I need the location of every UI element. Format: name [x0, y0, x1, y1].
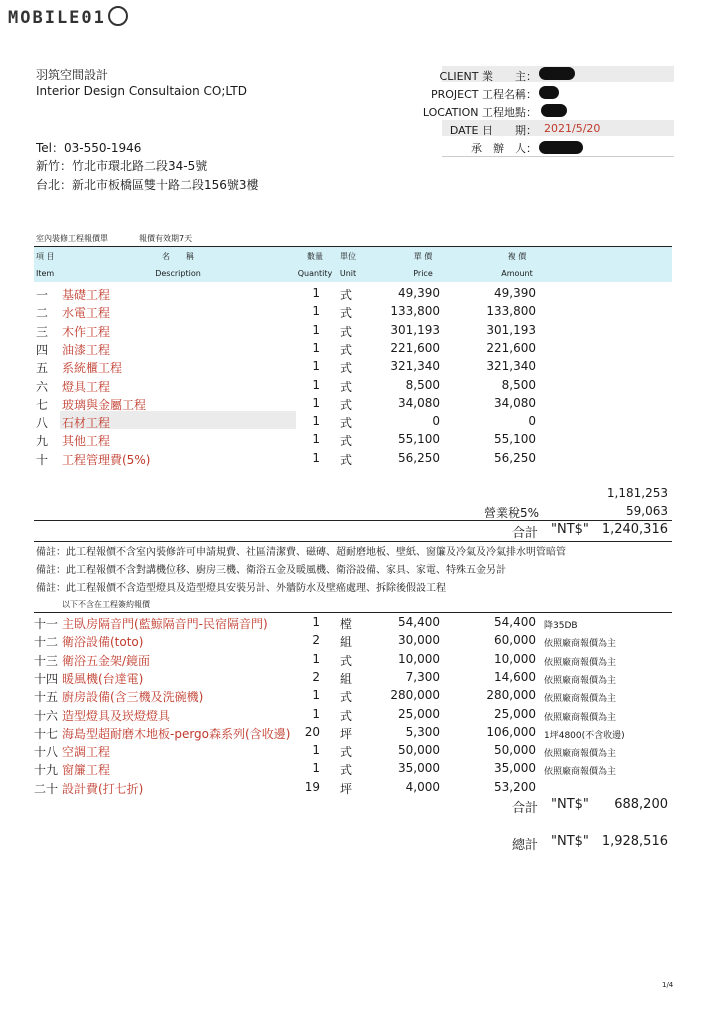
col-description-en: Description [155, 269, 201, 278]
item-amount: 0 [528, 414, 536, 429]
item-name: 油漆工程 [62, 342, 111, 357]
item-unit: 式 [340, 653, 353, 668]
item-name: 水電工程 [62, 306, 111, 321]
item-number: 十三 [34, 653, 59, 668]
item-name: 工程管理費(5%) [62, 452, 151, 467]
item-price: 280,000 [390, 688, 440, 703]
extra-item-row [34, 761, 674, 779]
item-price: 5,300 [405, 724, 440, 739]
item-amount: 50,000 [494, 743, 536, 758]
item-name: 基礎工程 [62, 288, 111, 302]
item-amount: 221,600 [486, 340, 536, 355]
item-price: 49,390 [398, 286, 440, 300]
extra-total-currency: "NT$" [551, 797, 589, 812]
item-unit: 式 [340, 306, 353, 321]
item-price: 25,000 [398, 706, 440, 721]
item-amount: 53,200 [494, 779, 536, 794]
item-price: 133,800 [390, 304, 440, 319]
item-amount: 25,000 [494, 706, 536, 721]
item-number: 十八 [34, 745, 59, 760]
item-amount: 321,340 [486, 359, 536, 374]
item-quantity: 2 [312, 669, 320, 684]
subtotal-value: 1,181,253 [606, 486, 668, 500]
col-item-en: Item [36, 269, 55, 278]
item-amount: 8,500 [501, 377, 536, 392]
company-name-zh: 羽筑空間設計 [36, 68, 109, 82]
company-address-taipei: 台北：新北市板橋區雙十路二段156號3樓 [36, 178, 259, 192]
table-row [34, 396, 674, 414]
item-remark: 依照廠商報價為主 [544, 712, 617, 723]
table-row [34, 451, 674, 469]
item-amount: 10,000 [494, 651, 536, 666]
grand-total-label: 總計 [512, 838, 539, 853]
table-row [34, 432, 674, 450]
validity-note: 報價有效期7天 [139, 234, 193, 243]
item-remark: 降35DB [544, 621, 578, 631]
company-tel: Tel：03-550-1946 [36, 141, 142, 155]
item-unit: 式 [340, 708, 353, 723]
item-number: 四 [36, 342, 49, 357]
page-number: 1/4 [662, 981, 674, 989]
extra-item-row [34, 707, 674, 725]
col-unit-zh: 單位 [340, 252, 356, 261]
total-label: 合計 [512, 526, 539, 541]
item-quantity: 19 [304, 779, 320, 794]
redacted-handler [539, 141, 583, 154]
extra-item-row [34, 725, 674, 743]
item-name: 燈具工程 [62, 379, 111, 394]
item-price: 54,400 [398, 615, 440, 629]
item-name: 石材工程 [62, 416, 111, 431]
extra-item-row [34, 688, 674, 706]
item-quantity: 1 [312, 761, 320, 776]
item-unit: 式 [340, 763, 353, 778]
date-value: 2021/5/20 [544, 122, 601, 135]
project-label: PROJECT 工程名稱： [430, 88, 537, 101]
item-quantity: 1 [312, 377, 320, 392]
extra-total-label: 合計 [512, 801, 539, 816]
item-name: 窗簾工程 [62, 763, 111, 778]
item-remark: 依照廠商報價為主 [544, 694, 617, 705]
item-number: 二 [36, 306, 49, 321]
tax-label: 營業稅5% [484, 506, 540, 520]
table-row [34, 341, 674, 359]
item-unit: 式 [340, 324, 353, 339]
item-quantity: 1 [312, 322, 320, 337]
header-divider [442, 156, 674, 157]
table-row [34, 414, 674, 432]
item-amount: 34,080 [494, 395, 536, 410]
company-name-en: Interior Design Consultaion CO;LTD [36, 84, 247, 98]
item-number: 十 [36, 452, 49, 467]
col-item-zh: 項 目 [36, 252, 55, 261]
item-name: 主臥房隔音門(藍鯨隔音門-民宿隔音門) [62, 617, 268, 631]
extra-item-row [34, 652, 674, 670]
col-quantity-en: Quantity [297, 269, 333, 278]
item-name: 玻璃與金屬工程 [62, 397, 147, 412]
item-price: 56,250 [398, 450, 440, 465]
item-remark: 依照廠商報價為主 [544, 749, 617, 760]
col-price-zh: 單 價 [413, 252, 433, 261]
item-number: 五 [36, 361, 49, 376]
item-name: 衛浴設備(toto) [62, 635, 144, 650]
location-label: LOCATION 工程地點： [422, 106, 537, 119]
item-unit: 式 [340, 379, 353, 394]
extra-item-row [34, 780, 674, 798]
item-amount: 133,800 [486, 304, 536, 319]
item-number: 十九 [34, 763, 59, 778]
item-quantity: 1 [312, 615, 320, 629]
note-2: 備註：此工程報價不含對講機位移、廚房三機、衛浴五金及暖風機、衛浴設備、家具、家電、特殊五金另計 [36, 565, 506, 576]
note-1: 備註：此工程報價不含室內裝修許可申請規費、社區清潔費、磁磚、超耐磨地板、壁紙、窗簾及冷氣及冷氣排水明管暗管 [36, 547, 566, 558]
col-price-en: Price [413, 269, 433, 278]
item-number: 九 [36, 434, 49, 449]
item-number: 十六 [34, 708, 59, 723]
item-unit: 組 [340, 635, 353, 650]
grand-total-currency: "NT$" [551, 834, 589, 849]
item-unit: 式 [340, 397, 353, 412]
item-name: 廚房設備(含三機及洗碗機) [62, 690, 204, 705]
item-number: 十五 [34, 690, 59, 705]
item-remark: 1坪4800(不含收邊) [544, 730, 625, 741]
client-label: CLIENT 業 主： [439, 70, 537, 83]
item-amount: 14,600 [494, 669, 536, 684]
item-price: 0 [432, 414, 440, 429]
table-row [34, 286, 674, 304]
item-quantity: 1 [312, 450, 320, 465]
total-currency: "NT$" [551, 522, 589, 537]
table-row [34, 304, 674, 322]
item-quantity: 1 [312, 304, 320, 319]
item-number: 十二 [34, 635, 59, 650]
item-amount: 106,000 [486, 724, 536, 739]
note-3: 備註：此工程報價不含造型燈具及造型燈具安裝另計、外牆防水及壁癌處理、拆除後假設工程 [36, 583, 446, 594]
table-row [34, 323, 674, 341]
item-quantity: 1 [312, 706, 320, 721]
logo-ring-icon [108, 6, 128, 26]
item-unit: 式 [340, 690, 353, 705]
item-remark: 依照廠商報價為主 [544, 639, 617, 650]
item-price: 4,000 [405, 779, 440, 794]
item-unit: 式 [340, 288, 353, 302]
item-remark: 依照廠商報價為主 [544, 675, 617, 686]
item-quantity: 1 [312, 340, 320, 355]
item-number: 七 [36, 397, 49, 412]
date-label: DATE 日 期： [449, 124, 537, 137]
total-value: 1,240,316 [601, 522, 668, 537]
item-number: 二十 [34, 781, 59, 796]
item-unit: 式 [340, 342, 353, 357]
item-amount: 280,000 [486, 688, 536, 703]
item-name: 空調工程 [62, 745, 111, 760]
table-row [34, 378, 674, 396]
redacted-client [539, 67, 575, 80]
extra-heading: 以下不含在工程簽約報價 [62, 600, 150, 609]
item-number: 八 [36, 416, 49, 431]
item-name: 海島型超耐磨木地板-pergo森系列(含收邊) [62, 726, 291, 741]
item-amount: 60,000 [494, 633, 536, 648]
item-price: 30,000 [398, 633, 440, 648]
item-price: 321,340 [390, 359, 440, 374]
item-price: 221,600 [390, 340, 440, 355]
item-amount: 301,193 [486, 322, 536, 337]
grand-total-value: 1,928,516 [601, 834, 668, 849]
extra-item-row [34, 743, 674, 761]
item-unit: 樘 [340, 617, 353, 631]
item-price: 50,000 [398, 743, 440, 758]
extra-item-row [34, 670, 674, 688]
item-number: 一 [36, 288, 49, 302]
handler-label: 承 辦 人： [471, 142, 537, 155]
extra-total-value: 688,200 [614, 797, 668, 812]
col-amount-en: Amount [501, 269, 533, 278]
item-name: 設計費(打七折) [62, 781, 144, 796]
item-number: 十四 [34, 671, 59, 686]
item-name: 衛浴五金架/鏡面 [62, 653, 151, 668]
item-amount: 35,000 [494, 761, 536, 776]
item-quantity: 1 [312, 286, 320, 300]
item-price: 301,193 [390, 322, 440, 337]
item-quantity: 1 [312, 414, 320, 429]
item-unit: 組 [340, 671, 353, 686]
item-name: 暖風機(台達電) [62, 671, 144, 686]
total-rule [34, 520, 672, 521]
item-price: 34,080 [398, 395, 440, 410]
item-unit: 坪 [340, 726, 353, 741]
extra-item-row [34, 615, 674, 633]
item-amount: 56,250 [494, 450, 536, 465]
item-name: 其他工程 [62, 434, 111, 449]
item-amount: 49,390 [494, 286, 536, 300]
item-price: 55,100 [398, 432, 440, 447]
item-price: 35,000 [398, 761, 440, 776]
item-amount: 54,400 [494, 615, 536, 629]
item-remark: 依照廠商報價為主 [544, 767, 617, 778]
item-unit: 式 [340, 452, 353, 467]
redacted-location [541, 104, 567, 117]
watermark-logo: MOBILE01 [8, 6, 128, 28]
item-price: 10,000 [398, 651, 440, 666]
doc-title: 室內裝修工程報價單 [36, 234, 108, 243]
extra-item-row [34, 633, 674, 651]
item-name: 造型燈具及崁燈燈具 [62, 708, 171, 723]
col-amount-zh: 複 價 [507, 252, 527, 261]
notes-rule [34, 541, 672, 542]
col-quantity-zh: 數量 [307, 252, 323, 261]
item-quantity: 1 [312, 743, 320, 758]
item-name: 系統櫃工程 [62, 361, 123, 376]
col-unit-en: Unit [339, 269, 357, 278]
item-quantity: 2 [312, 633, 320, 648]
item-quantity: 20 [304, 724, 320, 739]
item-remark: 依照廠商報價為主 [544, 657, 617, 668]
item-price: 8,500 [405, 377, 440, 392]
item-quantity: 1 [312, 359, 320, 374]
item-number: 十一 [34, 617, 59, 631]
item-unit: 式 [340, 416, 353, 431]
table-header-top-rule [34, 246, 672, 247]
col-description-zh: 名 稱 [162, 252, 194, 261]
redacted-project [539, 86, 559, 99]
item-number: 六 [36, 379, 49, 394]
item-number: 十七 [34, 726, 59, 741]
item-unit: 坪 [340, 781, 353, 796]
item-quantity: 1 [312, 688, 320, 703]
item-quantity: 1 [312, 432, 320, 447]
item-name: 木作工程 [62, 324, 111, 339]
item-number: 三 [36, 324, 49, 339]
item-quantity: 1 [312, 651, 320, 666]
tax-value: 59,063 [626, 504, 668, 518]
item-unit: 式 [340, 434, 353, 449]
item-quantity: 1 [312, 395, 320, 410]
item-unit: 式 [340, 361, 353, 376]
extras-rule [34, 612, 672, 613]
company-address-hsinchu: 新竹：竹北市環北路二段34-5號 [36, 159, 208, 173]
item-unit: 式 [340, 745, 353, 760]
table-row [34, 359, 674, 377]
item-amount: 55,100 [494, 432, 536, 447]
item-price: 7,300 [405, 669, 440, 684]
